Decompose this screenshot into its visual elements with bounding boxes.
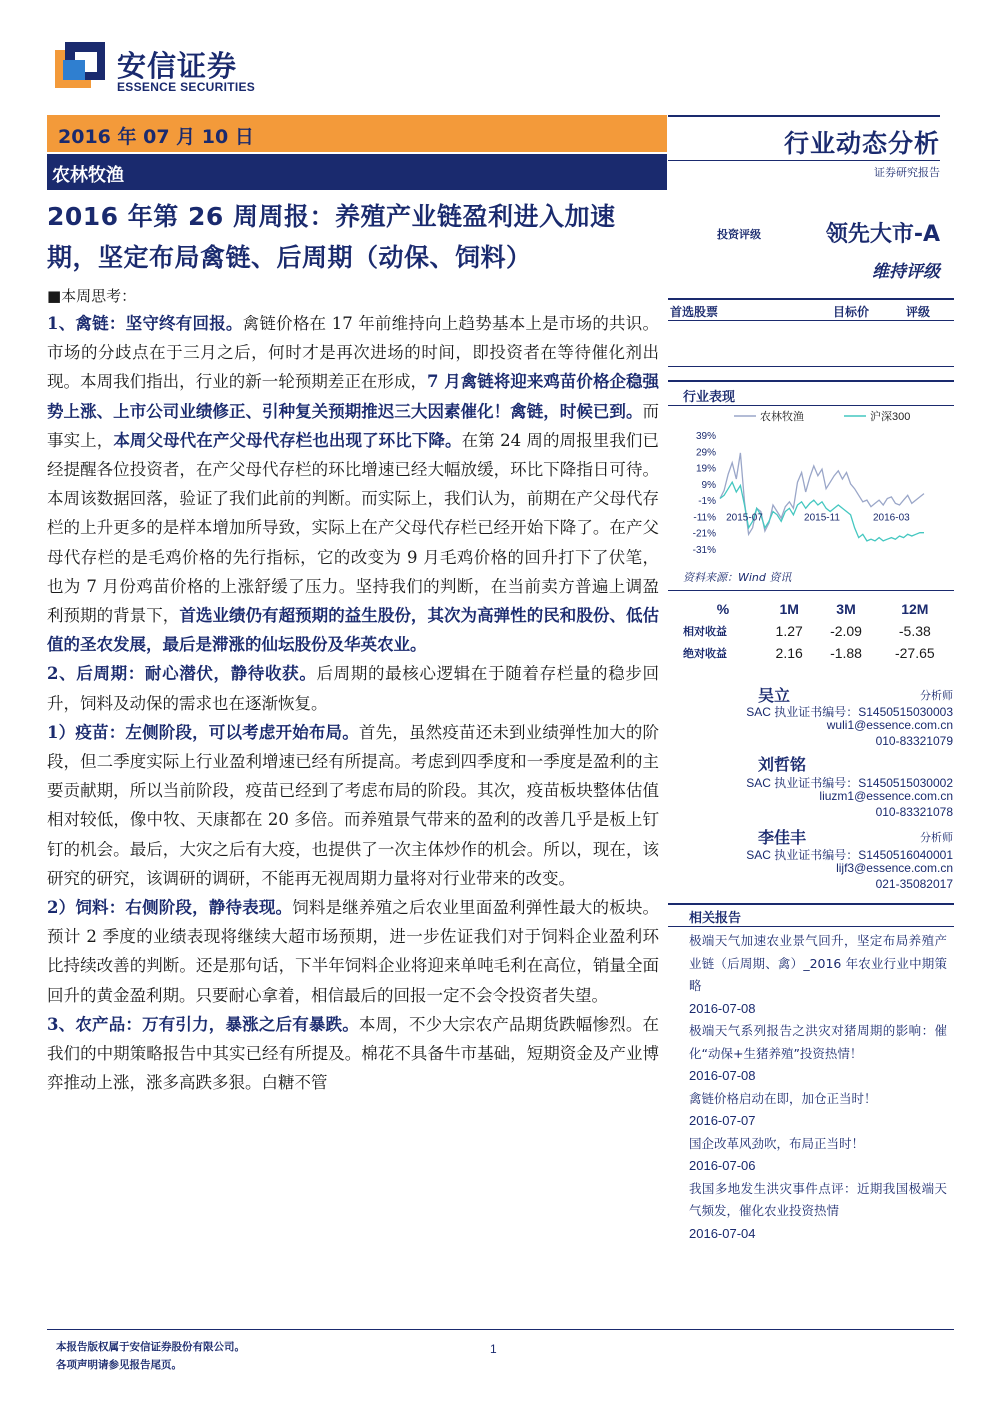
logo-mark-icon: [55, 42, 105, 92]
divider: [668, 320, 954, 321]
related-report-item[interactable]: [689, 1178, 947, 1246]
y-tick-label: 39%: [695, 431, 716, 442]
related-report-title[interactable]: 极端天气系列报告之洪灾对猪周期的影响：催化“动保+生猪养殖”投资热情！: [689, 1023, 947, 1061]
company-logo: [55, 42, 255, 97]
report-date: 2016 年 07 月 10 日: [58, 126, 254, 148]
table-row: [683, 642, 953, 664]
y-tick-label: -31%: [692, 545, 716, 556]
related-report-title[interactable]: 极端天气加速农业景气回升，坚定布局养殖产业链（后周期、禽）_2016 年农业行业中期策略: [689, 933, 947, 993]
body-text: 禽链价格在 17 年前维持向上趋势基本上是市场的共识。市场的分歧点在于三月之后，何时才是再次进场的时间，即投资者在等待催化剂出现。本周我们指出，行业的新一轮预期差正在形成，: [47, 314, 659, 392]
body-text: 后周期的最核心逻辑在于随着存栏量的稳步回升，饲料及动保的需求也在逐渐恢复。: [47, 664, 660, 713]
analyst-card: [683, 825, 953, 895]
paragraph-feed: [47, 893, 659, 1010]
analyst-cert: SAC 执业证书编号：S1450515030003: [746, 705, 953, 719]
x-tick-label: 2016-03: [873, 512, 910, 524]
analyst-email[interactable]: lijf3@essence.com.cn: [836, 861, 953, 875]
heading-post-cycle: 2、后周期：耐心潜伏，静待收获。: [47, 664, 317, 684]
body-emphasis: 首选业绩仍有超预期的益生股份，其次为高弹性的民和股份、低估值的圣农发展，最后是滞涨的仙坛股份及华英农业。: [47, 606, 660, 655]
related-report-date: 2016-07-08: [689, 1068, 756, 1083]
body-emphasis: 本周父母代在产父母代存栏也出现了环比下降。: [113, 430, 462, 450]
related-report-date: 2016-07-08: [689, 1000, 756, 1016]
divider: [668, 115, 940, 117]
copyright-text: 本报告版权属于安信证券股份有限公司。: [56, 1341, 245, 1353]
rating-label: 投资评级: [717, 228, 761, 241]
heading-feed: 2）饲料：右侧阶段，静待表现。: [47, 898, 293, 918]
y-tick-label: -1%: [698, 496, 716, 508]
paragraph-agri-products: [47, 1010, 659, 1098]
analyst-email[interactable]: liuzm1@essence.com.cn: [819, 789, 953, 803]
logo-text-en: ESSENCE SECURITIES: [117, 80, 256, 94]
legend-label: 沪深300: [870, 411, 911, 423]
body-emphasis: 7 月禽链将迎来鸡苗价格企稳强势上涨、上市公司业绩修正、引种复关预期推迟三大因素催化！禽链，时候已到。: [47, 372, 660, 421]
related-report-date: 2016-07-04: [689, 1225, 756, 1241]
y-tick-label: -21%: [692, 528, 716, 540]
analyst-card: [683, 752, 953, 822]
analyst-cert: SAC 执业证书编号：S1450515030002: [746, 776, 953, 790]
industry-performance-chart: [672, 403, 952, 563]
paragraph-post-cycle: [47, 659, 659, 717]
heading-poultry: 1、禽链：坚守终有回报。: [47, 314, 243, 333]
logo-text-cn: 安信证券: [117, 49, 238, 83]
table-header-row: [683, 598, 953, 620]
footer-notice: [56, 1338, 245, 1374]
row-label: 相对收益: [683, 625, 727, 638]
divider: [668, 903, 954, 905]
heading-vaccine: 1）疫苗：左侧阶段，可以考虑开始布局。: [47, 722, 359, 742]
picks-header-target: 目标价: [833, 305, 870, 319]
table-cell: -2.09: [830, 623, 862, 639]
rating-note: 维持评级: [872, 262, 940, 282]
table-cell: -1.88: [830, 645, 862, 661]
divider: [668, 366, 954, 367]
divider: [668, 298, 954, 300]
table-header: 12M: [901, 601, 929, 617]
x-tick-label: 2015-07: [726, 512, 763, 524]
y-tick-label: -11%: [693, 512, 716, 524]
divider: [668, 380, 954, 382]
related-report-title[interactable]: 禽链价格启动在即，加仓正当时！: [689, 1090, 877, 1106]
disclaimer-text: 各项声明请参见报告尾页。: [56, 1359, 182, 1371]
page-number: 1: [490, 1342, 497, 1356]
analyst-role: 分析师: [920, 831, 953, 844]
analyst-name: 刘哲铭: [758, 755, 807, 774]
row-label: 绝对收益: [683, 647, 727, 660]
rating-value: 领先大市-A: [825, 222, 940, 247]
footer-divider: [47, 1329, 954, 1330]
paragraph-vaccine: [47, 718, 659, 893]
analyst-role: 分析师: [920, 689, 953, 702]
x-tick-label: 2015-11: [804, 512, 840, 524]
table-header: 1M: [779, 601, 799, 617]
analyst-card: [683, 683, 953, 753]
report-type: 行业动态分析: [783, 129, 940, 158]
report-subtype: 证券研究报告: [874, 166, 940, 179]
body-text: 而事实上，: [47, 401, 659, 450]
table-cell: 2.16: [775, 645, 803, 661]
page-title: 2016 年第 26 周周报：养殖产业链盈利进入加速期，坚定布局禽链、后周期（动保、饲料）: [47, 202, 616, 272]
related-report-date: 2016-07-07: [689, 1113, 756, 1128]
related-reports-list: [689, 930, 947, 1245]
heading-agri-products: 3、农产品：万有引力，暴涨之后有暴跌。: [47, 1014, 359, 1034]
sector-bar: [47, 154, 667, 190]
divider: [668, 926, 954, 927]
related-report-item[interactable]: [689, 930, 947, 1020]
analyst-phone: 010-83321079: [875, 734, 953, 748]
table-row: [683, 620, 953, 642]
divider: [668, 160, 940, 161]
legend-label: 农林牧渔: [760, 411, 804, 423]
section-lead: ■本周思考：: [47, 287, 137, 305]
analyst-name: 李佳丰: [758, 828, 807, 847]
sector-label: 农林牧渔: [52, 165, 124, 186]
analyst-phone: 021-35082017: [875, 877, 953, 891]
table-header: 3M: [836, 601, 856, 617]
body-text: 在第 24 周的周报里我们已经提醒各位投资者，在产父母代存栏的环比增速已经大幅放缓，环比下降指日可待。本周该数据回落，验证了我们此前的判断。而实际上，我们认为，前期在产父母代存栏的上升更多的是样本增加所导致，实际上在产父母代存栏已经开始下降了。在产父母代存栏的是毛鸡价格的先行指标，它的改变为 9 月毛鸡价格的回升打下了伏笔，也为 7 月份鸡苗价格的上涨舒缓了压力。坚持我们的判断，在当前卖方普遍上调盈利预期的背景下，: [47, 430, 659, 626]
analyst-phone: 010-83321078: [875, 805, 953, 819]
related-report-date: 2016-07-06: [689, 1158, 756, 1173]
analyst-email[interactable]: wuli1@essence.com.cn: [826, 718, 953, 732]
table-cell: 1.27: [775, 623, 803, 639]
y-tick-label: 19%: [695, 463, 716, 475]
table-header: %: [716, 601, 730, 617]
industry-perf-title: 行业表现: [683, 390, 736, 405]
body-text: 饲料是继养殖之后农业里面盈利弹性最大的板块。预计 2 季度的业绩表现将继续大超市场预期，进一步佐证我们对于饲料企业盈利环比持续改善的判断。还是那句话，下半年饲料企业将迎来单吨毛利在高位，销量全面回升的黄金盈利期。只要耐心拿着，相信最后的回报一定不会令投资者失望。: [47, 898, 660, 1005]
chart-source: 资料来源：Wind 资讯: [683, 571, 792, 584]
picks-header-rating: 评级: [906, 305, 931, 319]
body-text: 首先，虽然疫苗还未到业绩弹性加大的阶段，但二季度实际上行业盈利增速已经有所提高。考虑到四季度和一季度是盈利的主要贡献期，所以当前阶段，疫苗已经到了考虑布局的阶段。其次，疫苗板块整体估值相对较低，像中牧、天康都在 20 多倍。而养殖景气带来的盈利的改善几乎是板上钉钉的机会。最后，大灾之后有大疫，也提供了一次主体炒作的机会。所以，现在，该研究的研究，该调研的调研，不能再无视周期力量将对行业带来的改变。: [47, 722, 659, 888]
picks-header-stock: 首选股票: [670, 305, 719, 319]
table-cell: -27.65: [894, 645, 935, 661]
related-reports-title: 相关报告: [689, 911, 742, 926]
related-report-title[interactable]: 国企改革风劲吹，布局正当时！: [689, 1135, 865, 1151]
analyst-name: 吴立: [758, 686, 791, 705]
divider: [668, 590, 954, 591]
y-tick-label: 29%: [695, 447, 716, 459]
related-report-item[interactable]: [689, 1133, 947, 1178]
related-report-title[interactable]: 我国多地发生洪灾事件点评：近期我国极端天气频发，催化农业投资热情: [689, 1180, 947, 1218]
main-body: [47, 283, 659, 1097]
body-text: 本周，不少大宗农产品期货跌幅惨烈。在我们的中期策略报告中其实已经有所提及。棉花不具备牛市基础，短期资金及产业博弈推动上涨，涨多高跌多狠。白糖不管: [47, 1014, 659, 1093]
performance-table: [683, 598, 953, 664]
related-report-item[interactable]: [689, 1020, 947, 1088]
related-report-item[interactable]: [689, 1088, 947, 1133]
analyst-cert: SAC 执业证书编号：S1450516040001: [746, 848, 953, 862]
table-cell: -5.38: [898, 623, 931, 639]
paragraph-poultry: [47, 309, 659, 659]
y-tick-label: 9%: [701, 479, 716, 491]
